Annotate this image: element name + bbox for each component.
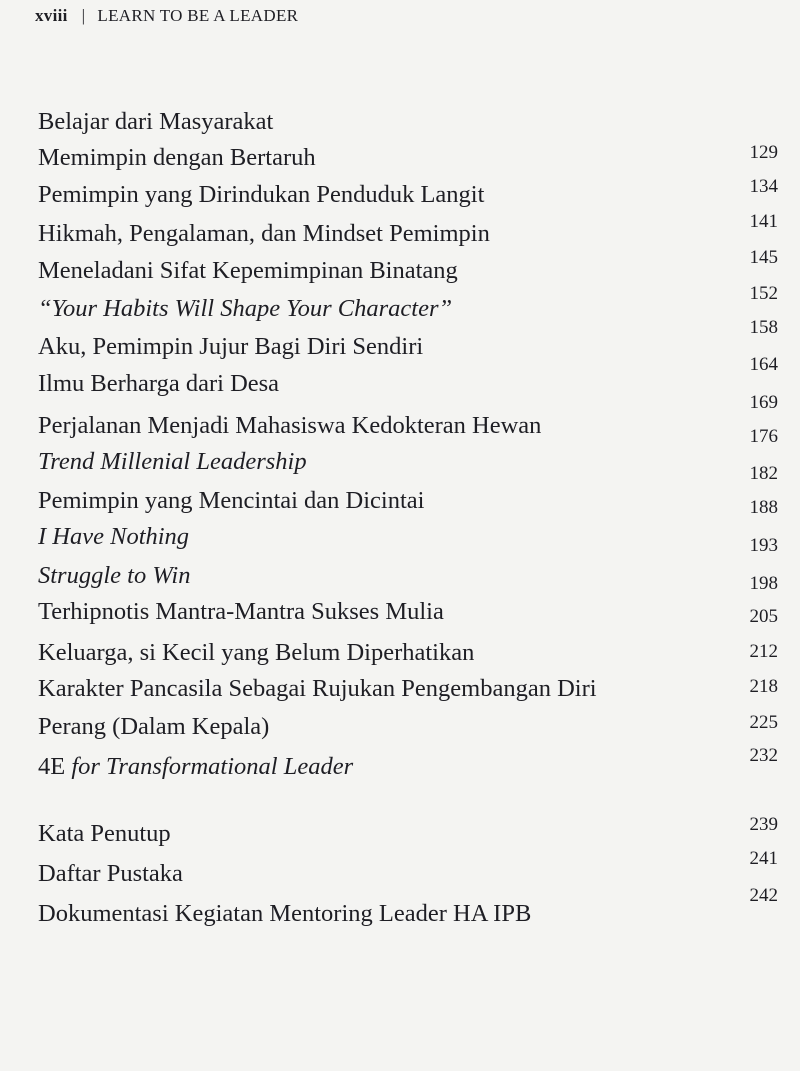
toc-entry-title [38, 753, 353, 781]
toc-entry-title-prefix: 4E [38, 753, 72, 780]
toc-entry [0, 247, 800, 291]
toc-entry-page: 176 [749, 426, 778, 447]
toc-entry [0, 392, 800, 446]
toc-entry-title: Kata Penutup [38, 820, 171, 847]
toc-entry-title: Struggle to Win [38, 562, 191, 589]
toc-entry-page: 218 [749, 676, 778, 697]
toc-entry-page: 152 [749, 283, 778, 304]
toc-entry-title: Aku, Pemimpin Jujur Bagi Diri Sendiri [38, 333, 424, 360]
toc-entry-page: 212 [749, 641, 778, 662]
toc-entry [0, 848, 800, 894]
toc-entry-title: Daftar Pustaka [38, 860, 183, 887]
toc-entry-title: Dokumentasi Kegiatan Mentoring Leader HA IPB [38, 900, 532, 927]
toc-entry-page: 188 [749, 497, 778, 518]
toc-entry-title: Belajar dari Masyarakat [38, 108, 274, 135]
header-page-number: xviii [35, 6, 68, 25]
toc-entry-page: 182 [749, 463, 778, 484]
toc-entry-title: Pemimpin yang Dirindukan Penduduk Langit [38, 181, 485, 208]
toc-entry-title: I Have Nothing [38, 523, 190, 550]
toc-entry [0, 144, 800, 178]
toc-entry-page: 239 [749, 814, 778, 835]
toc-entry-title: Terhipnotis Mantra-Mantra Sukses Mulia [38, 598, 444, 625]
toc-entry [0, 885, 800, 934]
header-separator: | [81, 6, 86, 25]
header-book-title: LEARN TO BE A LEADER [97, 6, 299, 25]
toc-entry [0, 211, 800, 254]
toc-entry-page: 158 [749, 317, 778, 338]
toc-entry [0, 317, 800, 367]
toc-entry-page: 164 [749, 354, 778, 375]
running-header [35, 6, 298, 26]
toc-entry-title-italic: for Transformational Leader [71, 753, 354, 780]
toc-entry-title: Keluarga, si Kecil yang Belum Diperhatikan [38, 639, 475, 666]
toc-entry-title: Trend Millenial Leadership [38, 448, 307, 475]
toc-entry [0, 426, 800, 482]
toc-entry [0, 108, 800, 142]
toc-entry-page: 225 [749, 712, 778, 733]
toc-entry-page: 134 [749, 176, 778, 197]
toc-entry-page: 145 [749, 247, 778, 268]
toc-entry-page: 241 [749, 848, 778, 869]
toc-entry-title: Meneladani Sifat Kepemimpinan Binatang [38, 257, 458, 284]
toc-entry [0, 463, 800, 521]
toc-entry [0, 176, 800, 215]
toc-entry-title: “Your Habits Will Shape Your Character” [38, 295, 453, 322]
toc-entry [0, 354, 800, 404]
toc-entry-title: Hikmah, Pengalaman, dan Mindset Pemimpin [38, 220, 490, 247]
toc-entry [0, 814, 800, 854]
toc-entry-page: 232 [749, 745, 778, 766]
toc-entry-title: Ilmu Berharga dari Desa [38, 370, 280, 397]
toc-entry-page: 141 [749, 211, 778, 232]
toc-entry-title: Pemimpin yang Mencintai dan Dicintai [38, 487, 425, 514]
toc-entry-page: 205 [749, 606, 778, 627]
toc-entry-title: Perang (Dalam Kepala) [38, 713, 270, 740]
toc-entry-page: 169 [749, 392, 778, 413]
toc-entry-page: 198 [749, 573, 778, 594]
toc-entry-page: 242 [749, 885, 778, 906]
toc-entry-page: 193 [749, 535, 778, 556]
toc-entry [0, 283, 800, 329]
toc-entry-page: 129 [749, 142, 778, 163]
toc-entry-title: Perjalanan Menjadi Mahasiswa Kedokteran Hewan [38, 412, 542, 439]
toc-entry-title: Memimpin dengan Bertaruh [38, 144, 316, 171]
toc-entry-title: Karakter Pancasila Sebagai Rujukan Pengembangan Diri [38, 675, 597, 702]
